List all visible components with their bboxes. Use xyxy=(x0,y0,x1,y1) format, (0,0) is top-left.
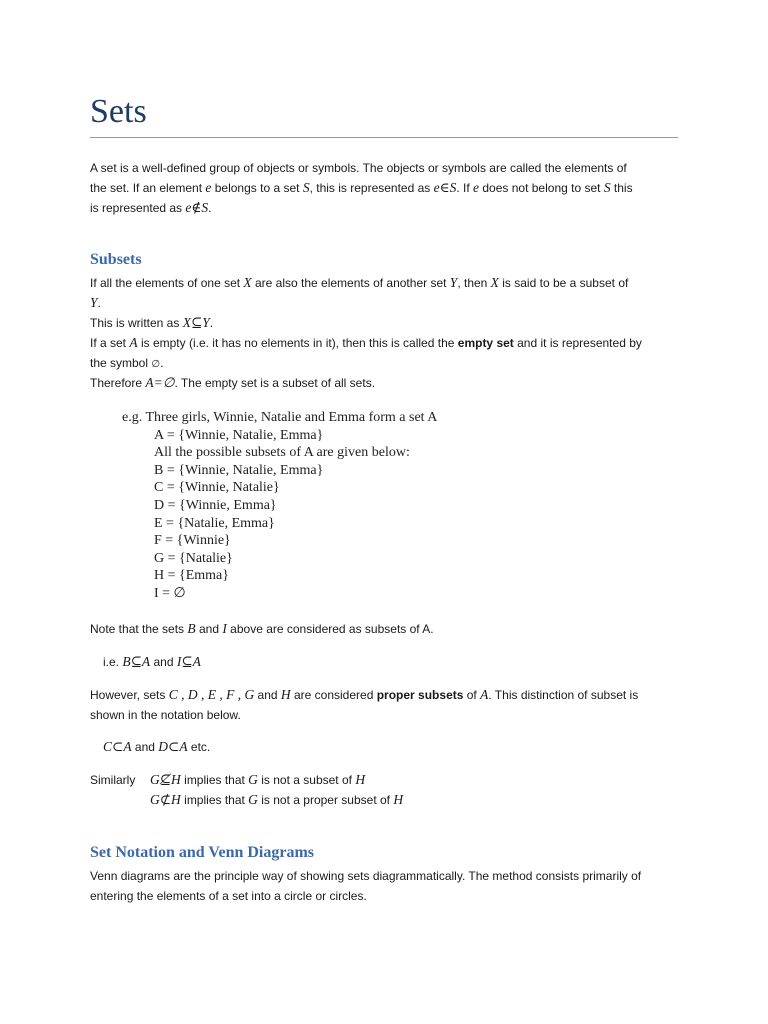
text: etc. xyxy=(187,740,211,754)
subsets-line-1 xyxy=(90,273,682,293)
math: A=∅ xyxy=(145,375,175,390)
subsets-line-2 xyxy=(90,293,682,313)
text: If all the elements of one set xyxy=(90,276,244,290)
text: Therefore xyxy=(90,376,146,390)
example-line: G = {Natalie} xyxy=(154,550,233,566)
text: is empty (i.e. it has no elements in it), then this is called the xyxy=(137,336,458,350)
math: S xyxy=(302,180,310,195)
math: ∅ xyxy=(151,359,161,370)
example-line: D = {Winnie, Emma} xyxy=(154,497,277,513)
text: and it is represented by xyxy=(513,336,642,350)
math: A xyxy=(480,687,489,702)
subsets-line-6 xyxy=(90,373,682,393)
text: is said to be a subset of xyxy=(498,276,629,290)
math: H xyxy=(393,792,404,807)
text: . xyxy=(208,201,212,215)
text: the symbol xyxy=(90,356,152,370)
math: e∈S xyxy=(433,180,457,195)
math: I xyxy=(222,621,227,636)
venn-line-2: entering the elements of a set into a circle or circles. xyxy=(90,889,367,903)
text: and xyxy=(195,622,223,636)
text: are also the elements of another set xyxy=(251,276,450,290)
math: D⊂A xyxy=(158,739,188,754)
proper-line-1 xyxy=(90,685,682,705)
text: . This distinction of subset is xyxy=(488,688,639,702)
math: H xyxy=(355,772,366,787)
heading-subsets: Subsets xyxy=(90,251,142,268)
math: S xyxy=(603,180,611,195)
text: are considered xyxy=(290,688,377,702)
heading-venn-diagrams: Set Notation and Venn Diagrams xyxy=(90,844,315,861)
example-block xyxy=(122,409,437,603)
note-line xyxy=(90,619,682,639)
text: above are considered as subsets of A. xyxy=(226,622,434,636)
math: A xyxy=(129,335,138,350)
bold-term: empty set xyxy=(457,336,514,350)
math: e xyxy=(205,180,212,195)
text: is not a proper subset of xyxy=(257,793,394,807)
ie-line xyxy=(103,652,695,672)
similarly-label: Similarly xyxy=(90,773,136,787)
math: I⊆A xyxy=(176,654,201,669)
text: implies that xyxy=(180,773,249,787)
text: . If xyxy=(456,181,474,195)
math: G xyxy=(248,792,258,807)
math: G⊄H xyxy=(150,792,181,807)
text: Note that the sets xyxy=(90,622,188,636)
proper-notation-line xyxy=(103,737,695,757)
math: Y xyxy=(449,275,458,290)
text: However, sets xyxy=(90,688,169,702)
subsets-line-5 xyxy=(90,353,682,375)
text: . The empty set is a subset of all sets. xyxy=(174,376,376,390)
text: this xyxy=(610,181,633,195)
text: . xyxy=(160,356,164,370)
math: B xyxy=(187,621,196,636)
example-line: A = {Winnie, Natalie, Emma} xyxy=(154,427,324,443)
math: H xyxy=(280,687,291,702)
text: and xyxy=(150,655,177,669)
text: If a set xyxy=(90,336,130,350)
math: C , D , E , F , G xyxy=(168,687,255,702)
text: is represented as xyxy=(90,201,186,215)
subsets-line-3 xyxy=(90,313,682,333)
text: A set is a well-defined group of objects or symbols. The objects or symbols are called the elements of xyxy=(90,161,627,175)
text: i.e. xyxy=(103,655,123,669)
text: . xyxy=(209,316,214,330)
math: C⊂A xyxy=(103,739,132,754)
math: e xyxy=(473,180,480,195)
similarly-line-1 xyxy=(150,770,670,790)
text: is not a subset of xyxy=(257,773,356,787)
example-line: H = {Emma} xyxy=(154,568,229,584)
math: X xyxy=(243,275,252,290)
example-line: E = {Natalie, Emma} xyxy=(154,515,275,531)
venn-line-1: Venn diagrams are the principle way of showing sets diagrammatically. The method consists primarily of xyxy=(90,869,642,883)
math: X xyxy=(490,275,499,290)
example-line: All the possible subsets of A are given below: xyxy=(154,445,410,461)
example-line: F = {Winnie} xyxy=(154,533,231,549)
example-line: I = ∅ xyxy=(154,585,186,601)
math: X⊆Y xyxy=(182,315,210,330)
math: G⊈H xyxy=(150,772,181,787)
subsets-line-4 xyxy=(90,333,682,353)
text: , then xyxy=(457,276,491,290)
text: and xyxy=(254,688,281,702)
intro-line-3 xyxy=(90,198,682,218)
text: does not belong to set xyxy=(479,181,604,195)
text: belongs to a set xyxy=(211,181,303,195)
example-line: e.g. Three girls, Winnie, Natalie and Emma form a set A xyxy=(122,410,438,425)
intro-line-2 xyxy=(90,178,682,198)
text: . xyxy=(97,296,101,310)
bold-term: proper subsets xyxy=(376,688,464,702)
text: , this is represented as xyxy=(309,181,434,195)
intro-line-1 xyxy=(90,158,682,178)
page-title: Sets xyxy=(90,93,147,130)
example-line: C = {Winnie, Natalie} xyxy=(154,480,280,496)
similarly-line-2 xyxy=(150,790,670,810)
math: B⊆A xyxy=(122,654,151,669)
text: This is written as xyxy=(90,316,183,330)
text: shown in the notation below. xyxy=(90,708,241,722)
title-underline xyxy=(90,137,678,138)
proper-line-2 xyxy=(90,705,682,725)
math: e∉S xyxy=(185,200,209,215)
text: of xyxy=(463,688,481,702)
text: and xyxy=(131,740,159,754)
math: G xyxy=(248,772,258,787)
text: implies that xyxy=(180,793,249,807)
example-line: B = {Winnie, Natalie, Emma} xyxy=(154,462,324,478)
text: the set. If an element xyxy=(90,181,206,195)
math: Y xyxy=(90,295,98,310)
